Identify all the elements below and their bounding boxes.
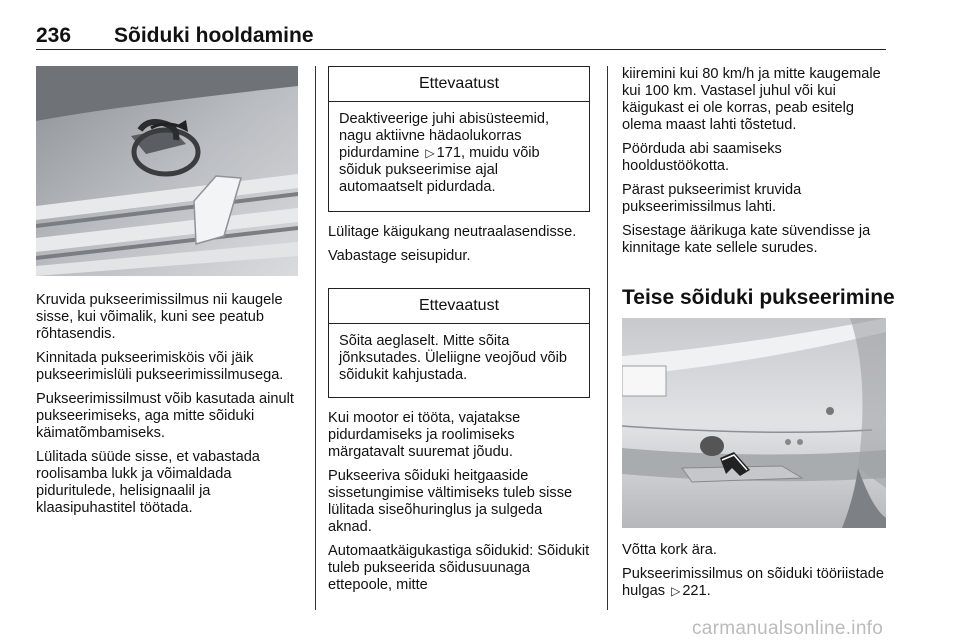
column-2-text-b [328,410,590,601]
tow-eye-front-illustration [36,66,298,276]
warning-text-part: , muidu võib sõiduk pukseerimise ajal automaatselt pidurdada. [339,145,540,195]
paragraph: Kinnitada pukseerimisköis või jäik pukseerimislüli pukseerimissilmusega. [36,350,284,383]
warning-text [329,102,589,202]
paragraph: Lülitada süüde sisse, et vabastada roolisamba lukk ja võimaldada piduritulede, helisignaalil ja klaasipuhastitel töötada. [36,449,260,516]
page-reference-triangle-icon: ▷ [671,584,681,598]
paragraph: Automaatkäigukastiga sõidukid: Sõidukit tuleb pukseerida sõidusuunaga ettepoole, mitte [328,543,590,593]
paragraph: Kui mootor ei tööta, vajatakse pidurdamiseks ja roolimiseks märgatavalt suuremat jõudu. [328,410,521,460]
tow-eye-front-figure [36,66,298,276]
tow-eye-rear-figure [622,318,886,528]
column-3-text-a [622,66,886,264]
warning-title: Ettevaatust [329,67,589,102]
section-heading: Teise sõiduki pukseerimine [622,286,895,309]
paragraph-part: . [706,583,711,599]
paragraph: Sisestage äärikuga kate süvendisse ja kinnitage kate sellele surudes. [622,223,871,256]
column-2-text-a [328,224,590,272]
paragraph: kiiremini kui 80 km/h ja mitte kaugemale kui 100 km. Vastasel juhul või kui käigukast ei ole korras, peab esitelg olema maast lahti tõstetud. [622,66,881,133]
paragraph [622,566,886,600]
tow-eye-rear-illustration [622,318,886,528]
warning-box-1 [328,66,590,212]
paragraph: Kruvida pukseerimissilmus nii kaugele sisse, kui võimalik, kuni see peatub rõhtasendis. [36,292,283,342]
page-title: Sõiduki hooldamine [114,24,314,47]
warning-box-2 [328,288,590,398]
page-number: 236 [36,24,72,47]
page-reference-triangle-icon: ▷ [425,146,435,160]
paragraph: Pukseerimissilmust võib kasutada ainult pukseerimiseks, aga mitte sõiduki käimatõmbamiseks. [36,391,294,441]
column-divider-2 [607,66,608,610]
paragraph: Pärast pukseerimist kruvida pukseerimissilmus lahti. [622,182,802,215]
paragraph: Võtta kork ära. [622,542,717,558]
paragraph: Pukseeriva sõiduki heitgaaside sissetungimise vältimiseks tuleb sisse lülitada siseõhuringlus ja sulgeda aknad. [328,468,573,535]
warning-text-part: Deaktiveerige juhi abisüsteemid, nagu aktiivne hädaolukorras pidurdamine [339,111,550,161]
column-3-text-b [622,542,886,607]
column-1-text [36,292,298,524]
page-reference[interactable]: 221 [682,583,707,599]
header-rule [36,49,886,50]
warning-text: Sõita aeglaselt. Mitte sõita jõnksutades. Üleliigne veojõud võib sõidukit kahjustada. [339,333,567,383]
page-reference[interactable]: 171 [436,145,461,161]
paragraph-part: Pukseerimissilmus on sõiduki tööriistade hulgas [622,566,884,599]
paragraph: Vabastage seisupidur. [328,248,471,264]
paragraph: Lülitage käigukang neutraalasendisse. [328,224,577,240]
column-divider-1 [315,66,316,610]
paragraph: Pöörduda abi saamiseks hooldustöökotta. [622,141,782,174]
watermark: carmanualsonline.info [692,618,884,639]
page-header [36,24,886,52]
warning-title: Ettevaatust [329,289,589,324]
